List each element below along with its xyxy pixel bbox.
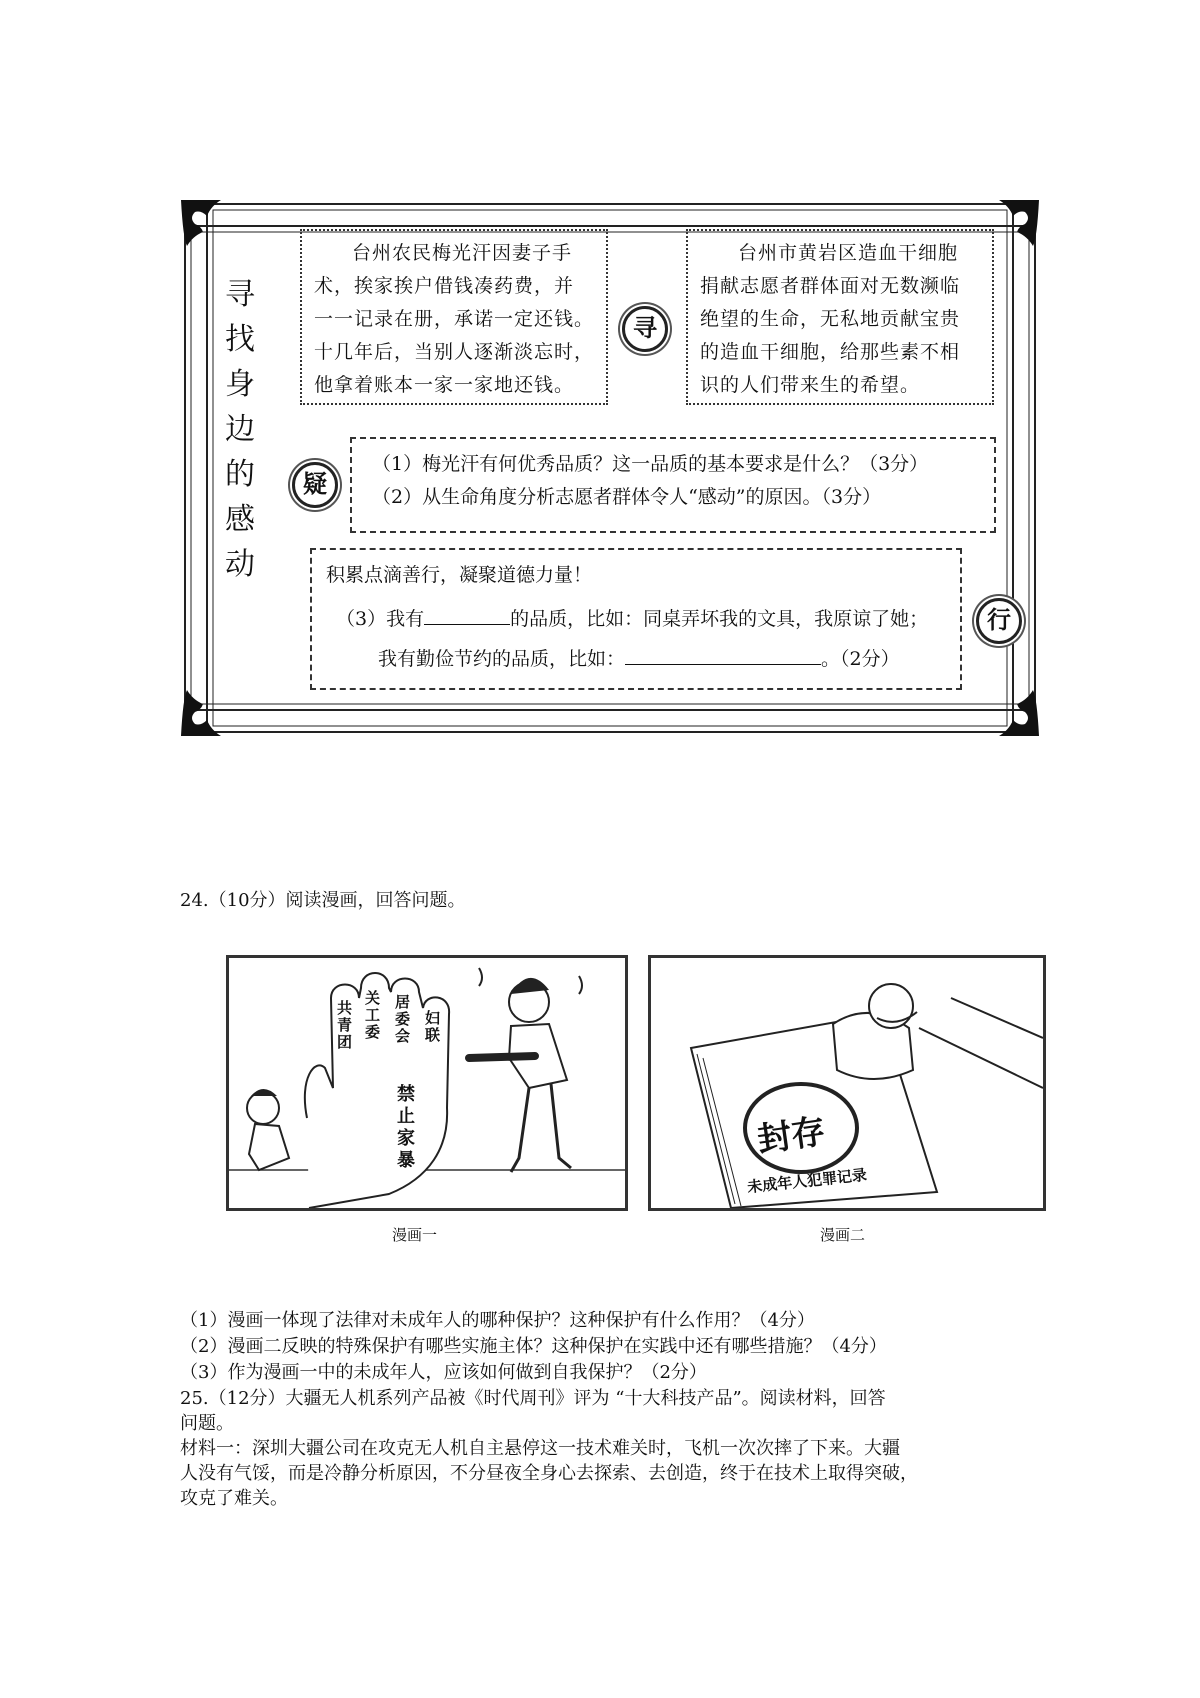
palm-text: 禁止家暴 [397,1084,415,1171]
story-left-line: 术，挨家挨户借钱凑药费，并 [314,275,575,297]
action-box [310,548,962,690]
cartoon-1-caption: 漫画一 [392,1226,438,1244]
q25-line-4: 人没有气馁，而是冷静分析原因，不分昼夜全身心去探索、去创造，终于在技术上取得突破， [180,1463,918,1484]
question-3-line2 [378,644,900,674]
story-left-line: 他拿着账本一家一家地还钱。 [314,374,575,396]
q25-line-3: 材料一：深圳大疆公司在攻克无人机自主悬停这一技术难关时，飞机一次次摔了下来。大疆 [180,1438,900,1459]
q24-heading: 24.（10分）阅读漫画，回答问题。 [180,890,466,911]
finger-label: 共青团 [337,999,353,1051]
question-box [350,437,996,533]
q3-line2-text-a: 我有勤俭节约的品质，比如： [378,648,626,670]
book-label: 未成年人犯罪记录 [746,1165,868,1197]
stamp-text: 封存 [755,1111,828,1161]
q3-text-a: （3）我有 [336,608,425,630]
q3-line2-text-b: 。（2分） [821,648,900,670]
finger-label: 居委会 [395,993,411,1045]
story-left-line: 一一记录在册，承诺一定还钱。 [314,308,595,330]
question-3-line1 [336,604,928,634]
q25-line-5: 攻克了难关。 [180,1488,288,1509]
cartoon-2-caption: 漫画二 [820,1226,866,1244]
story-right-text [700,237,990,402]
q3-text-b: 的品质，比如：同桌弄坏我的文具，我原谅了她； [510,608,929,630]
q25-line-1: 25.（12分）大疆无人机系列产品被《时代周刊》评为 “十大科技产品”。阅读材料，回答 [180,1388,886,1409]
q24-sub-3: （3）作为漫画一中的未成年人，应该如何做到自我保护？（2分） [180,1362,707,1383]
cartoon-1 [226,955,628,1211]
panel-vertical-title: 寻找身边的感动 [225,277,255,582]
story-right-line: 的造血干细胞，给那些素不相 [700,341,961,363]
question-2: （2）从生命角度分析志愿者群体令人“感动”的原因。（3分） [372,486,882,508]
story-left-line: 台州农民梅光汗因妻子手 [352,242,573,264]
story-right-line: 捐献志愿者群体面对无数濒临 [700,275,961,297]
seal-xun-icon: 寻 [622,306,668,352]
seal-yi-icon: 疑 [292,462,338,508]
finger-label: 关工委 [365,989,381,1041]
story-left-line: 十几年后，当别人逐渐淡忘时， [314,341,595,363]
story-right-line: 绝望的生命，无私地贡献宝贵 [700,308,961,330]
story-box-left [300,229,608,405]
q24-sub-2: （2）漫画二反映的特殊保护有哪些实施主体？这种保护在实践中还有哪些措施？（4分） [180,1336,887,1357]
q25-line-2: 问题。 [180,1413,234,1434]
question-1: （1）梅光汗有何优秀品质？这一品质的基本要求是什么？（3分） [372,453,929,475]
story-right-line: 识的人们带来生的希望。 [700,374,921,396]
cartoon-1-drawing [229,958,625,1208]
q3-blank-2[interactable] [625,646,821,665]
finger-label: 妇联 [425,1009,441,1044]
cartoon-2 [648,955,1046,1211]
q24-sub-1: （1）漫画一体现了法律对未成年人的哪种保护？这种保护有什么作用？（4分） [180,1310,815,1331]
story-box-right [686,229,994,405]
story-left-text [314,237,604,402]
story-right-line: 台州市黄岩区造血干细胞 [738,242,959,264]
q3-blank-1[interactable] [424,606,510,625]
seal-xing-icon: 行 [976,598,1022,644]
action-title: 积累点滴善行，凝聚道德力量！ [326,564,593,586]
